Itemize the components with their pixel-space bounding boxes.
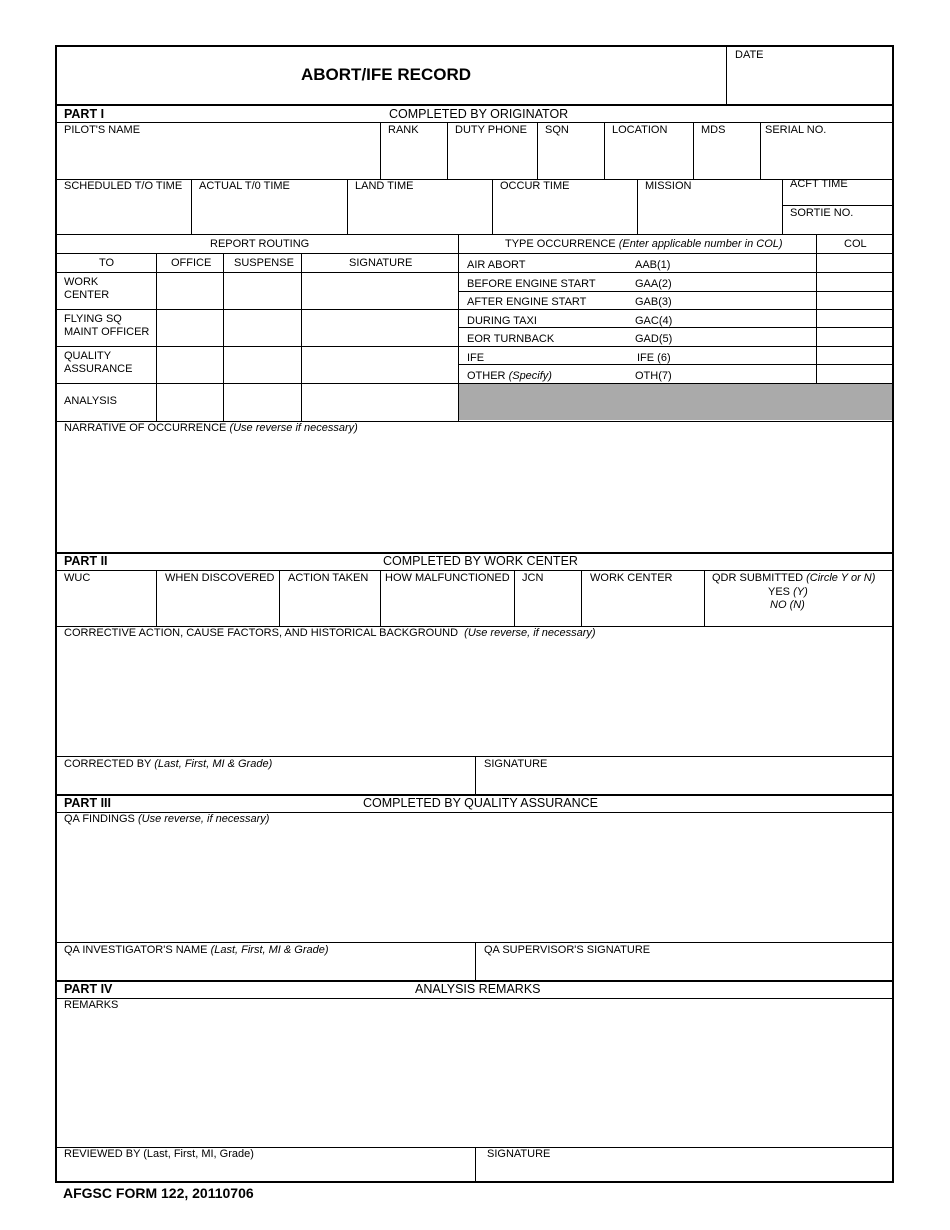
routing-signature-field[interactable] — [303, 274, 456, 308]
date-label: DATE — [735, 49, 764, 61]
divider — [57, 179, 892, 180]
scheduled-to-time-label: SCHEDULED T/O TIME — [64, 180, 183, 192]
divider — [458, 364, 892, 365]
work-center-label: WORK CENTER — [590, 572, 673, 584]
occurrence-code: IFE (6) — [637, 352, 671, 364]
corrected-by-signature-field[interactable] — [477, 772, 890, 792]
mission-label: MISSION — [645, 180, 692, 192]
routing-suspense-field[interactable] — [225, 311, 299, 345]
duty-phone-label: DUTY PHONE — [455, 124, 527, 136]
occurrence-code: GAB(3) — [635, 296, 672, 308]
col-field[interactable] — [818, 311, 890, 326]
signature-label: SIGNATURE — [484, 758, 548, 770]
acft-time-field[interactable] — [784, 192, 890, 204]
occurrence-code: OTH(7) — [635, 370, 672, 382]
occurrence-label: AIR ABORT — [467, 259, 526, 271]
routing-office-field[interactable] — [158, 274, 221, 308]
actual-to-time-label: ACTUAL T/0 TIME — [199, 180, 290, 192]
col-field[interactable] — [818, 329, 890, 345]
part3-label: PART III — [64, 796, 111, 810]
type-occurrence-title: TYPE OCCURRENCE (Enter applicable number in COL) — [505, 238, 783, 250]
corrected-by-label: CORRECTED BY (Last, First, MI & Grade) — [64, 758, 273, 770]
divider — [279, 570, 280, 626]
reviewed-by-signature-field[interactable] — [477, 1162, 890, 1181]
divider — [693, 122, 694, 179]
occur-time-field[interactable] — [494, 195, 635, 232]
divider — [475, 942, 476, 980]
col-field[interactable] — [818, 366, 890, 382]
divider — [637, 179, 638, 234]
divider — [191, 179, 192, 234]
date-field[interactable] — [728, 61, 892, 103]
divider — [57, 570, 892, 571]
routing-row-label: ASSURANCE — [64, 363, 133, 375]
divider — [537, 122, 538, 179]
occurrence-label: IFE — [467, 352, 485, 364]
location-label: LOCATION — [612, 124, 668, 136]
divider — [223, 253, 224, 421]
divider — [57, 234, 892, 235]
qdr-yes-option[interactable]: YES (Y) — [768, 586, 808, 598]
divider — [57, 309, 458, 310]
qa-findings-label: QA FINDINGS (Use reverse, if necessary) — [64, 813, 270, 825]
report-routing-title: REPORT ROUTING — [210, 238, 310, 250]
divider — [458, 291, 892, 292]
routing-suspense-field[interactable] — [225, 385, 299, 420]
col-header: COL — [844, 238, 867, 250]
serial-no-label: SERIAL NO. — [765, 124, 827, 136]
actual-to-time-field[interactable] — [193, 195, 345, 232]
serial-no-field[interactable] — [762, 139, 890, 177]
divider — [782, 179, 783, 234]
sqn-field[interactable] — [539, 139, 602, 177]
divider — [57, 383, 458, 384]
narrative-label: NARRATIVE OF OCCURRENCE (Use reverse if necessary) — [64, 422, 358, 434]
how-malfunctioned-field[interactable] — [382, 587, 512, 624]
divider — [760, 122, 761, 179]
land-time-field[interactable] — [349, 195, 490, 232]
location-field[interactable] — [606, 139, 691, 177]
divider — [347, 179, 348, 234]
routing-signature-field[interactable] — [303, 311, 456, 345]
qa-investigator-label: QA INVESTIGATOR'S NAME (Last, First, MI & Grade) — [64, 944, 329, 956]
divider — [57, 346, 458, 347]
col-field[interactable] — [818, 293, 890, 308]
routing-suspense-field[interactable] — [225, 348, 299, 382]
sqn-label: SQN — [545, 124, 569, 136]
routing-row-label: WORK — [64, 276, 99, 288]
mds-label: MDS — [701, 124, 726, 136]
form-id: AFGSC FORM 122, 20110706 — [63, 1185, 254, 1201]
routing-col-office: OFFICE — [171, 257, 212, 269]
shaded-area — [459, 384, 892, 420]
rank-label: RANK — [388, 124, 419, 136]
part1-label: PART I — [64, 107, 105, 121]
routing-office-field[interactable] — [158, 311, 221, 345]
qdr-no-option[interactable]: NO (N) — [770, 599, 805, 611]
qa-supervisor-signature-label: QA SUPERVISOR'S SIGNATURE — [484, 944, 651, 956]
divider — [447, 122, 448, 179]
divider — [57, 272, 458, 273]
reviewed-by-label: REVIEWED BY (Last, First, MI, Grade) — [64, 1148, 254, 1160]
divider — [458, 309, 892, 310]
when-discovered-label: WHEN DISCOVERED — [165, 572, 275, 584]
divider — [475, 1147, 476, 1183]
col-field[interactable] — [818, 348, 890, 363]
divider — [475, 756, 476, 794]
routing-row-label: FLYING SQ — [64, 313, 122, 325]
occurrence-code: GAD(5) — [635, 333, 673, 345]
divider — [156, 253, 157, 421]
land-time-label: LAND TIME — [355, 180, 414, 192]
abort-ife-form — [55, 45, 894, 1183]
occurrence-code: AAB(1) — [635, 259, 671, 271]
how-malfunctioned-label: HOW MALFUNCTIONED — [385, 572, 510, 584]
scheduled-to-time-field[interactable] — [59, 195, 189, 232]
wuc-field[interactable] — [59, 587, 154, 624]
qdr-submitted-label: QDR SUBMITTED (Circle Y or N) — [712, 572, 876, 584]
divider — [301, 253, 302, 421]
routing-signature-field[interactable] — [303, 385, 456, 420]
corrective-action-field[interactable] — [59, 642, 890, 754]
divider — [380, 122, 381, 179]
routing-signature-field[interactable] — [303, 348, 456, 382]
part1-heading: COMPLETED BY ORIGINATOR — [389, 107, 569, 121]
divider — [514, 570, 515, 626]
routing-office-field[interactable] — [158, 385, 221, 420]
occurrence-label: BEFORE ENGINE START — [467, 278, 596, 290]
divider — [581, 570, 582, 626]
mds-field[interactable] — [695, 139, 758, 177]
routing-row-label: MAINT OFFICER — [64, 326, 150, 338]
wuc-label: WUC — [64, 572, 91, 584]
qa-investigator-field[interactable] — [59, 958, 473, 978]
work-center-field[interactable] — [583, 587, 702, 624]
divider — [704, 570, 705, 626]
action-taken-label: ACTION TAKEN — [288, 572, 369, 584]
form-title: ABORT/IFE RECORD — [301, 65, 471, 84]
occurrence-label: EOR TURNBACK — [467, 333, 555, 345]
divider — [156, 570, 157, 626]
rank-field[interactable] — [382, 139, 445, 177]
divider — [782, 205, 892, 206]
divider — [458, 346, 892, 347]
routing-office-field[interactable] — [158, 348, 221, 382]
occurrence-code: GAA(2) — [635, 278, 672, 290]
qa-supervisor-signature-field[interactable] — [477, 958, 890, 978]
routing-row-label: ANALYSIS — [64, 395, 117, 407]
occurrence-label: DURING TAXI — [467, 315, 537, 327]
part4-heading: ANALYSIS REMARKS — [415, 982, 541, 996]
sortie-no-label: SORTIE NO. — [790, 207, 854, 219]
routing-row-label: QUALITY — [64, 350, 112, 362]
divider — [57, 122, 892, 123]
remarks-field[interactable] — [59, 1014, 890, 1145]
acft-time-label: ACFT TIME — [790, 178, 848, 190]
part2-label: PART II — [64, 554, 108, 568]
qa-findings-field[interactable] — [59, 828, 890, 940]
pilots-name-label: PILOT'S NAME — [64, 124, 141, 136]
divider — [458, 272, 892, 273]
routing-suspense-field[interactable] — [225, 274, 299, 308]
reviewed-by-field[interactable] — [59, 1162, 473, 1181]
divider — [57, 253, 892, 254]
occurrence-label: AFTER ENGINE START — [467, 296, 587, 308]
routing-row-label: CENTER — [64, 289, 110, 301]
routing-col-suspense: SUSPENSE — [234, 257, 294, 269]
divider — [458, 327, 892, 328]
divider — [604, 122, 605, 179]
mission-field[interactable] — [639, 195, 780, 232]
occur-time-label: OCCUR TIME — [500, 180, 570, 192]
col-field[interactable] — [818, 255, 890, 271]
pilots-name-field[interactable] — [59, 139, 378, 177]
divider — [380, 570, 381, 626]
part4-label: PART IV — [64, 982, 113, 996]
corrective-action-label: CORRECTIVE ACTION, CAUSE FACTORS, AND HISTORICAL BACKGROUND (Use reverse, if necessary) — [64, 627, 596, 639]
part2-heading: COMPLETED BY WORK CENTER — [383, 554, 578, 568]
duty-phone-field[interactable] — [449, 139, 535, 177]
divider — [57, 998, 892, 999]
routing-col-signature: SIGNATURE — [349, 257, 413, 269]
occurrence-code: GAC(4) — [635, 315, 673, 327]
remarks-label: REMARKS — [64, 999, 119, 1011]
divider — [57, 104, 892, 106]
routing-col-to: TO — [99, 257, 115, 269]
col-field[interactable] — [818, 274, 890, 290]
corrected-by-field[interactable] — [59, 772, 473, 792]
when-discovered-field[interactable] — [158, 587, 277, 624]
jcn-label: JCN — [522, 572, 544, 584]
narrative-field[interactable] — [59, 437, 890, 550]
signature-label: SIGNATURE — [487, 1148, 551, 1160]
divider — [492, 179, 493, 234]
jcn-field[interactable] — [516, 587, 579, 624]
sortie-no-field[interactable] — [784, 221, 890, 233]
part3-heading: COMPLETED BY QUALITY ASSURANCE — [363, 796, 599, 810]
occurrence-label: OTHER (Specify) — [467, 370, 552, 382]
divider — [726, 47, 727, 104]
action-taken-field[interactable] — [281, 587, 378, 624]
